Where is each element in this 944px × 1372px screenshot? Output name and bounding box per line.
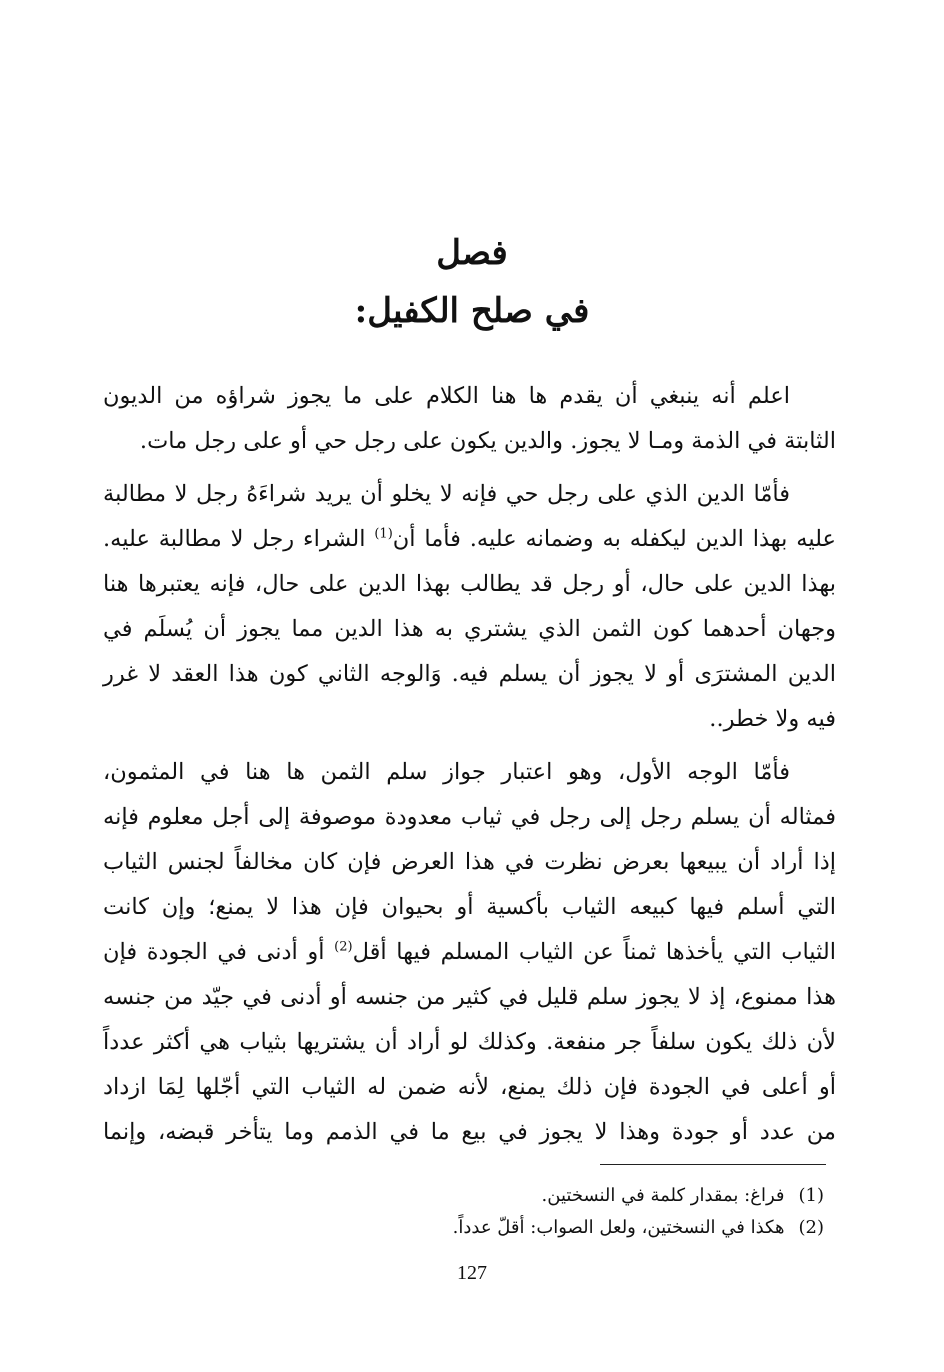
text-line: بهذا الدين على حال، أو رجل قد يطالب بهذا الدين على حال، فإنه يعتبرها هنا [103,571,836,597]
text-line: فأمّا الوجه الأول، وهو اعتبار جواز سلم الثمن ها هنا في المثمون، [103,759,790,785]
footnote-ref-2: (2) [334,939,353,955]
footnote-text: فراغ: بمقدار كلمة في النسختين. [541,1185,785,1206]
text-line: التي أسلم فيها كبيعه الثياب بأكسية أو بحيوان فإن هذا لا يمنع؛ وإن كانت [103,894,836,920]
footnote-item [324,1180,824,1212]
text-line: هذا ممنوع، إذ لا يجوز سلم قليل في كثير من جنسه أو أدنى في جيّد من جنسه [103,984,836,1010]
text-line: وجهان أحدهما كون الثمن الذي يشتري به هذا الدين مما يجوز أن يُسلَم في [103,616,836,642]
text-line: لأن ذلك يكون سلفاً جر منفعة. وكذلك لو أراد أن يشتريها بثياب هي أكثر عدداً [103,1029,836,1055]
footnote-item [324,1212,824,1244]
footnote-text: هكذا في النسختين، ولعل الصواب: أقلّ عدداً. [452,1217,785,1238]
text-segment: عليه بهذا الدين ليكفله به وضمانه عليه. فأما أن [392,526,836,552]
text-line: فأمّا الدين الذي على رجل حي فإنه لا يخلو أن يريد شراءَهُ رجل لا مطالبة [103,481,790,507]
footnote-number: (1) [798,1185,824,1206]
text-line: من عدد أو جودة وهذا لا يجوز في بيع ما في الذمم وما يتأخر قبضه، وإنما [103,1119,836,1145]
text-line [103,930,836,975]
text-line: أو أعلى في الجودة فإن ذلك يمنع، لأنه ضمن له الثياب التي أجّلها لِمَا ازداد [103,1074,836,1100]
text-line: اعلم أنه ينبغي أن يقدم ها هنا الكلام على ما يجوز شراؤه من الديون [103,383,790,409]
text-line [103,517,836,562]
footnote-separator [600,1164,826,1165]
section-subtitle: في صلح الكفيل: [354,291,590,331]
text-segment: الثياب التي يأخذها ثمناً عن الثياب المسلم فيها أقل [352,939,836,965]
page-number: 127 [457,1262,487,1284]
text-segment: أو أدنى في الجودة فإن [103,939,335,965]
text-line: فمثاله أن يسلم رجل إلى رجل في ثياب معدودة موصوفة إلى أجل معلوم فإنه [103,804,836,830]
text-line: الدين المشترَى أو لا يجوز أن يسلم فيه. وَالوجه الثاني كون هذا العقد لا غرر [103,661,836,687]
text-line: فيه ولا خطر.. [709,706,836,732]
text-line: الثابتة في الذمة ومـا لا يجوز. والدين يكون على رجل حي أو على رجل مات. [139,428,836,454]
text-line: إذا أراد أن يبيعها بعرض نظرت في هذا العرض فإن كان مخالفاً لجنس الثياب [103,849,836,875]
footnote-ref-1: (1) [374,526,393,542]
text-segment: الشراء رجل لا مطالبة عليه. [103,526,375,552]
footnote-number: (2) [798,1217,824,1238]
section-title: فصل [436,233,508,273]
footnotes [324,1180,824,1244]
body-text [103,374,836,1155]
